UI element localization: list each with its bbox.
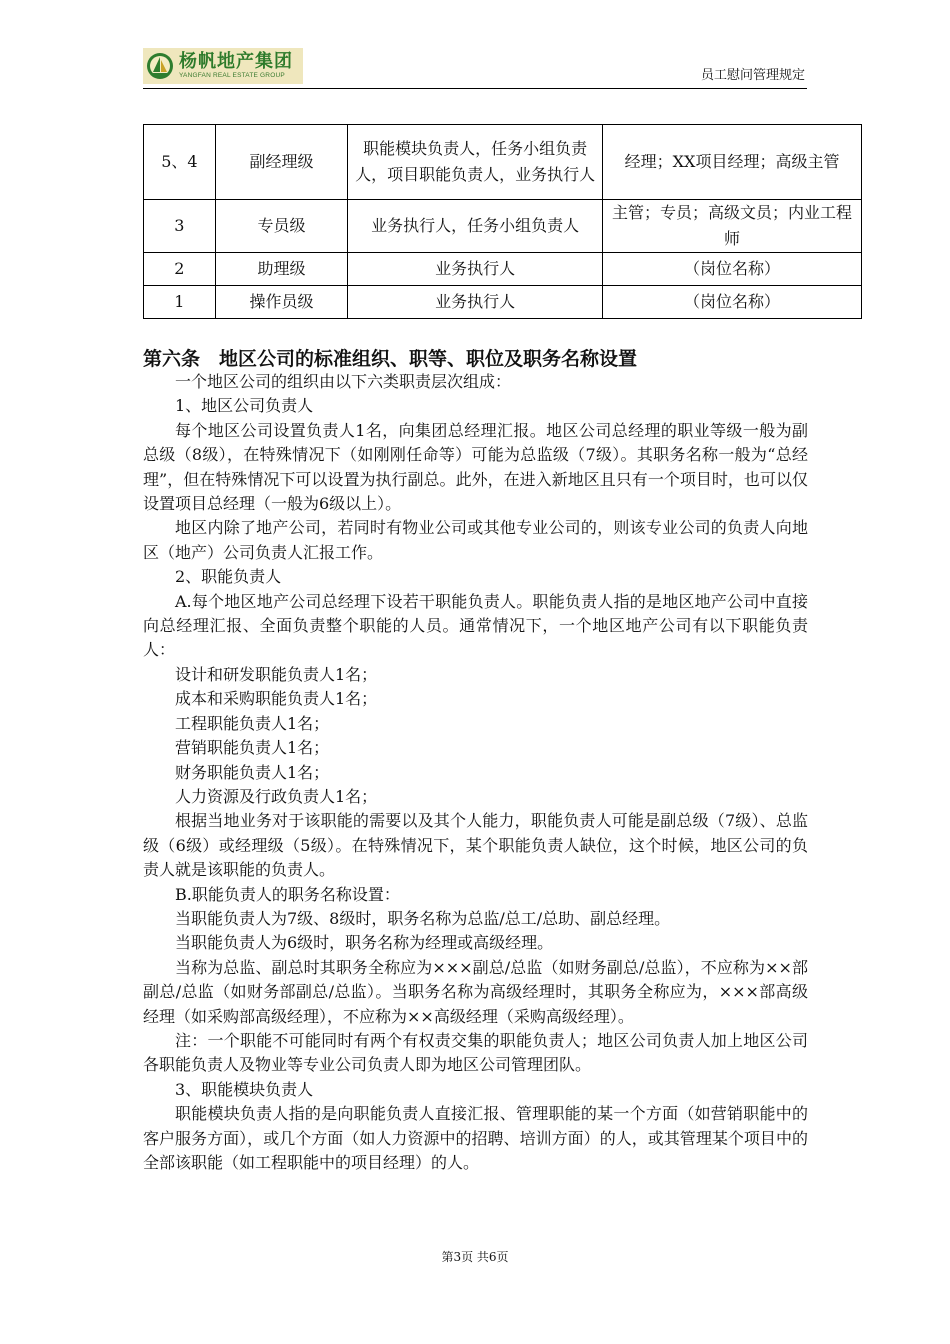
title-cell: （岗位名称） xyxy=(603,286,862,319)
title-cell: 经理；XX项目经理；高级主管 xyxy=(603,125,862,200)
subheading: 2、职能负责人 xyxy=(175,567,282,587)
subheading: 3、职能模块负责人 xyxy=(175,1079,314,1099)
paragraph: 地区内除了地产公司，若同时有物业公司或其他专业公司的，则该专业公司的负责人向地区（地产）公司负责人汇报工作。 xyxy=(143,518,808,562)
title-cell: 主管；专员；高级文员；内业工程师 xyxy=(603,200,862,253)
table-row xyxy=(144,125,862,200)
list-item: 营销职能负责人1名； xyxy=(175,738,330,758)
page-number: 第3页 共6页 xyxy=(441,1250,509,1264)
grade-cell: 1 xyxy=(144,286,216,319)
list-item: 人力资源及行政负责人1名； xyxy=(175,786,378,806)
paragraph: 每个地区公司设置负责人1名，向集团总经理汇报。地区公司总经理的职业等级一般为副总级（8级），在特殊情况下（如刚刚任命等）可能为总监级（7级）。其职务名称一般为“总经理”，但在特殊情况下可以设置为执行副总。此外，在进入新地区且只有一个项目时，也可以仅设置项目总经理（一般为6级以上）。 xyxy=(143,420,808,514)
grade-cell: 5、4 xyxy=(144,125,216,200)
grade-table xyxy=(143,124,862,319)
role-cell: 业务执行人，任务小组负责人 xyxy=(348,200,603,253)
table-row xyxy=(144,253,862,286)
section-title: 第六条 地区公司的标准组织、职等、职位及职务名称设置 xyxy=(143,348,638,370)
role-cell: 业务执行人 xyxy=(348,286,603,319)
role-cell: 业务执行人 xyxy=(348,253,603,286)
paragraph: 当称为总监、副总时其职务全称应为×××副总/总监（如财务副总/总监），不应称为××部副总/总监（如财务部副总/总监）。当职务名称为高级经理时，其职务全称应为，×××部高级经理（如采购部高级经理），不应称为××高级经理（采购高级经理）。 xyxy=(143,957,808,1026)
paragraph: 当职能负责人为6级时，职务名称为经理或高级经理。 xyxy=(175,933,554,953)
level-cell: 专员级 xyxy=(215,200,347,253)
body-text xyxy=(143,370,808,1175)
page-header xyxy=(143,48,807,89)
subheading: B.职能负责人的职务名称设置： xyxy=(175,884,400,904)
list-item: 工程职能负责人1名； xyxy=(175,713,330,733)
paragraph: 职能模块负责人指的是向职能负责人直接汇报、管理职能的某一个方面（如营销职能中的客户服务方面），或几个方面（如人力资源中的招聘、培训方面）的人，或其管理某个项目中的全部该职能（如工程职能中的项目经理）的人。 xyxy=(143,1104,808,1172)
role-cell: 职能模块负责人，任务小组负责人，项目职能负责人，业务执行人 xyxy=(348,125,603,200)
grade-cell: 2 xyxy=(144,253,216,286)
logo-chinese-name: 杨帆地产集团 xyxy=(179,50,293,72)
grade-cell: 3 xyxy=(144,200,216,253)
paragraph: 根据当地业务对于该职能的需要以及其个人能力，职能负责人可能是副总级（7级）、总监级（6级）或经理级（5级）。在特殊情况下，某个职能负责人缺位，这个时候，地区公司的负责人就是该职能的负责人。 xyxy=(143,811,808,880)
list-item: 成本和采购职能负责人1名； xyxy=(175,689,378,709)
level-cell: 副经理级 xyxy=(215,125,347,200)
table-row xyxy=(144,286,862,319)
title-cell: （岗位名称） xyxy=(603,253,862,286)
logo-english-name: YANGFAN REAL ESTATE GROUP xyxy=(179,71,285,79)
level-cell: 操作员级 xyxy=(215,286,347,319)
list-item: 设计和研发职能负责人1名； xyxy=(175,664,378,684)
subheading: 1、地区公司负责人 xyxy=(175,396,314,416)
note-paragraph: 注：一个职能不可能同时有两个有权责交集的职能负责人；地区公司负责人加上地区公司各职能负责人及物业等专业公司负责人即为地区公司管理团队。 xyxy=(143,1030,808,1075)
table-row xyxy=(144,200,862,253)
paragraph: 一个地区公司的组织由以下六类职责层次组成： xyxy=(175,372,512,391)
paragraph: A.每个地区地产公司总经理下设若干职能负责人。职能负责人指的是地区地产公司中直接向总经理汇报、全面负责整个职能的人员。通常情况下，一个地区地产公司有以下职能负责人： xyxy=(143,591,808,660)
company-logo xyxy=(143,48,303,84)
paragraph: 当职能负责人为7级、8级时，职务名称为总监/总工/总助、副总经理。 xyxy=(175,908,671,928)
list-item: 财务职能负责人1名； xyxy=(175,762,330,782)
sailboat-logo-icon xyxy=(146,52,174,80)
level-cell: 助理级 xyxy=(215,253,347,286)
document-title: 员工慰问管理规定 xyxy=(700,68,805,83)
